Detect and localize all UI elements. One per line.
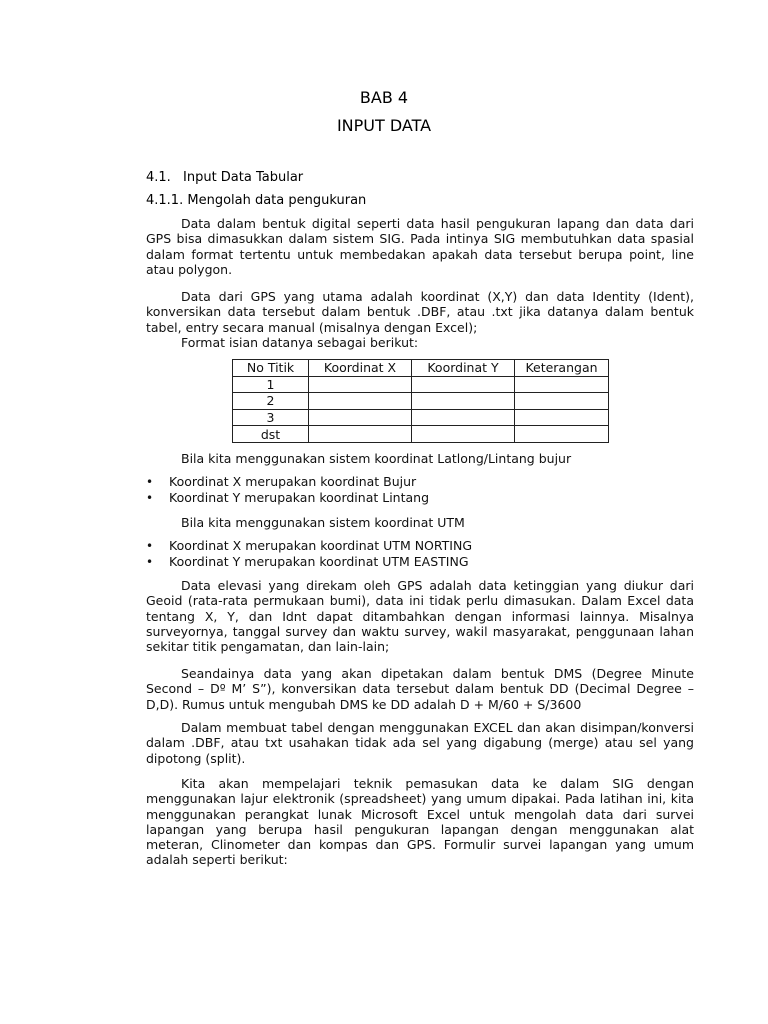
table-cell (515, 376, 609, 393)
table-cell (412, 409, 515, 426)
paragraph-2-text: Data dari GPS yang utama adalah koordinat (X,Y) dan data Identity (Ident), konversikan data tersebut dalam bentuk .DBF, atau .txt jika datanya dalam bentuk tabel, entry secara manual (misalnya dengan Excel); (146, 289, 694, 335)
list-item-text: Koordinat Y merupakan koordinat Lintang (169, 490, 430, 505)
bullet-symbol: • (146, 475, 154, 489)
paragraph-7-text: Seandainya data yang akan dipetakan dalam bentuk DMS (Degree Minute Second – Dº M’ S”), konversikan data tersebut dalam bentuk DD (Decimal Degree – D,D). Rumus untuk mengubah DMS ke DD adalah D + M/60 + S/3600 (146, 666, 694, 712)
table-header-cell: No Titik (233, 360, 309, 377)
list-item (146, 490, 429, 505)
table-cell (309, 409, 412, 426)
table-cell: 3 (233, 409, 309, 426)
paragraph-2 (146, 289, 694, 335)
paragraph-6-text: Data elevasi yang direkam oleh GPS adalah data ketinggian yang diukur dari Geoid (rata-rata permukaan bumi), data ini tidak perlu dimasukan. Dalam Excel data tentang X, Y, dan Idnt dapat ditambahkan dengan informasi lainnya. Misalnya surveyornya, tanggal survey dan waktu survey, wakil masyarakat, penggunaan lahan sekitar titik pengamatan, dan lain-lain; (146, 578, 694, 655)
chapter-title: INPUT DATA (336, 116, 432, 135)
table-cell (412, 376, 515, 393)
table-cell: dst (233, 426, 309, 443)
bullet-symbol: • (146, 491, 154, 505)
table-cell (309, 393, 412, 410)
table-cell (515, 426, 609, 443)
bullet-symbol: • (146, 555, 154, 569)
list-item (146, 554, 469, 569)
table-header-row (233, 360, 609, 377)
table-row (233, 409, 609, 426)
paragraph-8-text: Dalam membuat tabel dengan menggunakan EXCEL dan akan disimpan/konversi dalam .DBF, atau txt usahakan tidak ada sel yang digabung (merge) atau sel yang dipotong (split). (146, 720, 694, 766)
table-cell: 2 (233, 393, 309, 410)
paragraph-1-text: Data dalam bentuk digital seperti data hasil pengukuran lapang dan data dari GPS bisa dimasukkan dalam sistem SIG. Pada intinya SIG membutuhkan data spasial dalam format tertentu untuk membedakan apakah data tersebut berupa point, line atau polygon. (146, 216, 694, 277)
chapter-label: BAB 4 (359, 88, 409, 107)
subsection-title: Mengolah data pengukuran (187, 193, 367, 208)
bullet-symbol: • (146, 539, 154, 553)
table-row (233, 376, 609, 393)
paragraph-9-text: Kita akan mempelajari teknik pemasukan data ke dalam SIG dengan menggunakan lajur elektronik (spreadsheet) yang umum dipakai. Pada latihan ini, kita menggunakan perangkat lunak Microsoft Excel untuk mengolah data dari survei lapangan yang berupa hasil pengukuran lapangan dengan menggunakan alat meteran, Clinometer dan kompas dan GPS. Formulir survei lapangan yang umum adalah seperti berikut: (146, 776, 694, 868)
paragraph-7 (146, 666, 694, 712)
format-table (232, 359, 609, 443)
format-caption: Format isian datanya sebagai berikut: (181, 335, 419, 350)
paragraph-1 (146, 216, 694, 277)
list-item-text: Koordinat X merupakan koordinat UTM NORTING (169, 538, 473, 553)
list-item (146, 474, 416, 489)
list-item-text: Koordinat Y merupakan koordinat UTM EASTING (169, 554, 469, 569)
section-number: 4.1. (146, 170, 171, 185)
latlong-intro: Bila kita menggunakan sistem koordinat Latlong/Lintang bujur (181, 451, 572, 466)
paragraph-9 (146, 776, 694, 868)
table-cell (412, 393, 515, 410)
subsection-number: 4.1.1. (146, 193, 184, 208)
section-heading (146, 170, 303, 185)
table-cell (309, 426, 412, 443)
paragraph-6 (146, 578, 694, 654)
subsection-heading (146, 193, 366, 208)
table-row (233, 426, 609, 443)
table-cell (515, 409, 609, 426)
table-header-cell: Koordinat Y (412, 360, 515, 377)
section-title: Input Data Tabular (183, 170, 304, 185)
list-item-text: Koordinat X merupakan koordinat Bujur (169, 474, 417, 489)
table-row (233, 393, 609, 410)
table-header-cell: Koordinat X (309, 360, 412, 377)
utm-intro: Bila kita menggunakan sistem koordinat UTM (181, 515, 465, 530)
table-cell: 1 (233, 376, 309, 393)
table-header-cell: Keterangan (515, 360, 609, 377)
paragraph-8 (146, 720, 694, 766)
table-cell (412, 426, 515, 443)
table-cell (515, 393, 609, 410)
table-cell (309, 376, 412, 393)
list-item (146, 538, 472, 553)
